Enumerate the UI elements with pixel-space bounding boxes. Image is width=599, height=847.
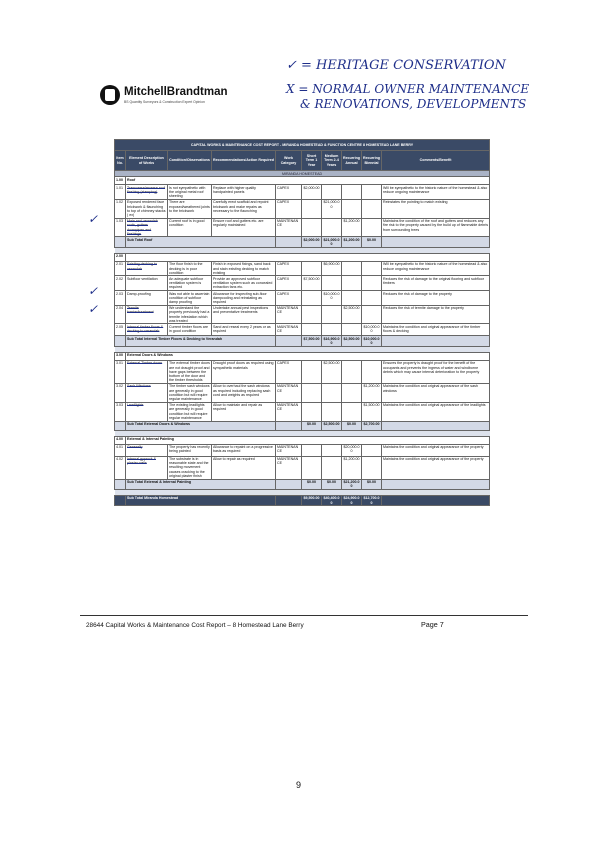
report-title: CAPITAL WORKS & MAINTENANCE COST REPORT - MIRANDA HOMESTEAD & FUNCTION CENTRE 8 HOMESTEAD LANE BERRY <box>115 140 490 151</box>
item-category: CAPEX <box>276 291 302 306</box>
item-number: 1.01 <box>115 185 126 200</box>
header-short: Short Term 1 Year <box>302 151 322 171</box>
item-condition: An adequate subfloor ventilation system is required <box>168 276 212 291</box>
item-condition: The existing leadlights are generally in good condition but will require regular maintenance <box>168 402 212 421</box>
item-category: CAPEX <box>276 199 302 218</box>
item-recurring-annual <box>342 383 362 402</box>
item-comment: Maintains the condition and original appearance of the leadlights <box>382 402 490 421</box>
item-recurring-biennial <box>362 218 382 237</box>
item-element: Damp-proofing <box>126 291 168 306</box>
subtotal-short: $7,500.00 <box>302 336 322 346</box>
item-comment: Will be sympathetic to the historic nature of the homestead & also reduce ongoing maintenance <box>382 261 490 276</box>
item-element: Main and verandah roofs, gutters downpipes and flashings <box>126 218 168 237</box>
item-element: Internal gyprock & plaster walls <box>126 456 168 479</box>
item-recurring-annual <box>342 276 362 291</box>
item-category: MAINTENANCE <box>276 305 302 324</box>
item-condition: The timber sash windows are generally in good condition but will require regular maintenance <box>169 384 210 402</box>
table-row <box>115 276 490 291</box>
item-medium-term <box>322 383 342 402</box>
item-short-term <box>302 305 322 324</box>
logo-tagline: BS Quantity Surveyors & Construction Expert Opinion <box>124 100 205 104</box>
item-recurring-biennial <box>362 305 382 324</box>
item-element: Exposed rendered face brickwork & flaunching to top of chimney stacks ( ex) <box>127 200 166 217</box>
item-number: 2.05 <box>115 324 126 336</box>
item-recurring-annual <box>342 261 362 276</box>
subtotal-short: $0.00 <box>302 479 322 489</box>
item-medium-term <box>322 185 342 200</box>
subtotal-label: Sub Total External Doors & Windows <box>126 421 276 430</box>
item-number: 3.02 <box>115 383 126 402</box>
item-number: 1.03 <box>115 218 126 237</box>
item-medium-term <box>322 402 342 421</box>
item-number: 4.01 <box>115 444 126 456</box>
item-category: CAPEX <box>276 276 302 291</box>
header-recommend: Recommendations/Action Required <box>212 151 276 171</box>
item-short-term <box>302 261 322 276</box>
header-element: Element Description of Works <box>126 151 168 171</box>
item-action: Replace with higher quality handpainted panels <box>212 185 276 200</box>
section-name: External Doors & Windows <box>126 352 490 360</box>
item-element: Transverse/reverse roof flashing (stamping) <box>126 185 168 200</box>
subtotal-label: Sub Total Roof <box>126 237 276 247</box>
item-element: Sash Windows <box>126 383 168 402</box>
item-action: Allow to repair as required <box>212 456 276 479</box>
item-recurring-biennial <box>362 199 382 218</box>
section-name <box>126 253 490 261</box>
subtotal-label: Sub Total External & Internal Painting <box>126 479 276 489</box>
item-condition: The property has recently being painted <box>168 444 212 456</box>
item-number: 2.01 <box>115 261 126 276</box>
annotation-legend-maintenance: X = NORMAL OWNER MAINTENANCE <box>286 82 530 96</box>
item-medium-term <box>322 324 342 336</box>
item-number: 1.02 <box>115 199 126 218</box>
item-category: MAINTENANCE <box>276 456 302 479</box>
table-row <box>115 444 490 456</box>
item-comment: Reduces the risk of damage to the original flooring and subfloor timbers <box>382 276 490 291</box>
subtotal-medium: $21,000.00 <box>323 237 340 247</box>
header-recurring: Recurring Annual <box>342 151 362 171</box>
item-element: Leadlights <box>126 402 168 421</box>
table-row <box>115 185 490 200</box>
item-recurring-biennial <box>362 456 382 479</box>
item-recurring-biennial: $10,000.00 <box>362 324 382 336</box>
item-comment: Maintains the condition and original appearance of the timber floors & decking <box>382 324 490 336</box>
item-condition: Was not able to ascertain condition of subfloor damp proofing <box>168 291 212 306</box>
item-recurring-annual <box>342 360 362 383</box>
footer-report-name: 28644 Capital Works & Maintenance Cost Report – 8 Homestead Lane Berry <box>86 622 304 629</box>
section-name: Roof <box>126 177 490 185</box>
annotation-legend-heritage: ✓ = HERITAGE CONSERVATION <box>286 58 506 73</box>
item-condition: We understand the property previously had a termite infestation which was treated <box>168 305 212 324</box>
subtotal-row <box>115 237 490 247</box>
header-item: Item No. <box>115 151 126 171</box>
check-mark-icon: ✓ <box>88 284 99 298</box>
item-comment: Ensures the property is draught proof for the benefit of the occupants and prevents the ingress of water and windborne debris which may cause internal deterioration to the property <box>382 360 490 383</box>
item-condition: There are exposed/weathered joints to the brickwork <box>168 199 212 218</box>
table-row <box>115 291 490 306</box>
item-short-term <box>302 199 322 218</box>
item-comment: Maintains the condition of the roof and gutters and reduces any fire risk to the property caused by the build up of flammable debris from surrounding trees <box>382 218 490 237</box>
item-action: Allowance to repaint on a progressive basis as required <box>212 444 276 456</box>
subtotal-biennial: $10,000.00 <box>363 336 380 346</box>
item-category: MAINTENANCE <box>276 402 302 421</box>
item-recurring-annual: $1,200.00 <box>342 456 362 479</box>
subtotal-short: $2,000.00 <box>302 237 322 247</box>
item-condition: The external timber doors are not draught proof and have gaps between the bottom of the door and the timber thresholds <box>169 361 210 383</box>
item-comment: Maintains the condition and original appearance of the sash windows <box>382 383 490 402</box>
item-action: Carefully erect scaffold and repoint brickwork and make repairs as necessary to the flaunching <box>212 199 276 218</box>
grand-total-short: $9,500.00 <box>302 495 322 505</box>
item-short-term <box>302 324 322 336</box>
page-number: 9 <box>296 780 302 790</box>
item-short-term: $7,500.00 <box>302 276 322 291</box>
item-category: MAINTENANCE <box>276 383 302 402</box>
subtotal-recurring: $2,500.00 <box>342 336 362 346</box>
item-medium-term: $6,900.00 <box>322 261 342 276</box>
section-number: 2.00 <box>115 253 126 261</box>
item-short-term: $2,000.00 <box>302 185 322 200</box>
subtotal-label: Sub Total Internal Timber Floors & Decking to Verandah <box>126 336 276 346</box>
item-action: Finish in exposed fixings, sand back and stain existing decking to match existing <box>212 261 276 276</box>
header-category: Work Category <box>276 151 302 171</box>
item-element: Subfloor ventilation <box>126 276 168 291</box>
table-row <box>115 261 490 276</box>
item-recurring-annual <box>342 324 362 336</box>
item-category: CAPEX <box>276 360 302 383</box>
item-condition: Is not sympathetic with the original metal roof sheeting <box>168 185 212 200</box>
item-medium-term <box>322 305 342 324</box>
subtotal-medium: $2,500.00 <box>322 421 342 430</box>
item-medium-term: $2,500.00 <box>322 360 342 383</box>
table-row <box>115 199 490 218</box>
item-category: MAINTENANCE <box>276 218 302 237</box>
item-recurring-annual <box>342 199 362 218</box>
logo-name: MitchellBrandtman <box>124 86 228 98</box>
header-recurring-biennial: Recurring Biennial <box>362 151 382 171</box>
item-short-term <box>302 444 322 456</box>
item-recurring-annual <box>342 185 362 200</box>
annotation-legend-renovations: & RENOVATIONS, DEVELOPMENTS <box>300 97 527 111</box>
item-action: Allow to overhaul the sash windows as required including replacing sash cord and weights as required <box>212 383 276 402</box>
item-short-term <box>302 360 322 383</box>
item-recurring-annual <box>342 402 362 421</box>
subtotal-row <box>115 421 490 430</box>
grand-total-biennial: $12,700.00 <box>363 496 380 505</box>
item-short-term <box>302 383 322 402</box>
section-number: 1.00 <box>115 177 126 185</box>
subtotal-recurring: $1,200.00 <box>342 237 362 247</box>
item-recurring-biennial: $1,200.00 <box>362 383 382 402</box>
table-row <box>115 218 490 237</box>
item-action: Draught proof doors as required using sympathetic materials <box>212 360 276 383</box>
grand-total-label: Sub Total Miranda Homestead <box>126 495 276 505</box>
item-category: MAINTENANCE <box>276 444 302 456</box>
item-comment: Maintains the condition and original appearance of the property <box>382 456 490 479</box>
item-short-term <box>302 402 322 421</box>
subtotal-medium: $16,900.00 <box>323 336 340 346</box>
item-recurring-annual <box>342 291 362 306</box>
item-comment: Reinstates the pointing to match existing <box>382 199 490 218</box>
subtotal-short: $0.00 <box>302 421 322 430</box>
item-action: Allowance for inspecting sub-floor dampcoding and reinstating as required <box>212 291 276 306</box>
item-number: 2.04 <box>115 305 126 324</box>
subtotal-recurring: $21,200.00 <box>343 480 360 489</box>
subtotal-biennial: $2,700.00 <box>362 421 382 430</box>
subtotal-row <box>115 479 490 489</box>
section-row <box>115 352 490 360</box>
item-medium-term: $10,000.00 <box>322 291 342 306</box>
report-title-row <box>115 140 490 151</box>
table-row <box>115 402 490 421</box>
item-action: Provide an approved subfloor ventilation system such as concealed extraction fans etc. <box>212 276 276 291</box>
item-recurring-annual: $2,500.00 <box>342 305 362 324</box>
header-medium: Medium Term 2-4 Years <box>322 151 342 171</box>
item-recurring-biennial: $1,500.00 <box>362 402 382 421</box>
item-number: 2.03 <box>115 291 126 306</box>
check-mark-icon: ✓ <box>88 302 99 316</box>
cost-report-table <box>114 139 490 506</box>
subtotal-medium: $0.00 <box>322 479 342 489</box>
item-comment: Reduces the risk of termite damage to the property <box>382 305 490 324</box>
item-recurring-biennial <box>362 360 382 383</box>
item-medium-term <box>322 276 342 291</box>
logo-mark-icon <box>100 85 120 105</box>
item-short-term <box>302 218 322 237</box>
section-row <box>115 253 490 261</box>
item-medium-term <box>322 444 342 456</box>
item-category: MAINTENANCE <box>276 324 302 336</box>
item-number: 4.02 <box>115 456 126 479</box>
check-mark-icon: ✓ <box>88 212 99 226</box>
item-number: 3.01 <box>115 360 126 383</box>
header-condition: Condition/Observations <box>168 151 212 171</box>
item-element: Internal timber floors & decking to verandah <box>126 324 168 336</box>
item-short-term <box>302 456 322 479</box>
item-medium-term <box>322 456 342 479</box>
item-medium-term <box>322 218 342 237</box>
grand-total-row <box>115 495 490 505</box>
item-category: CAPEX <box>276 185 302 200</box>
table-row <box>115 383 490 402</box>
section-row <box>115 177 490 185</box>
item-condition: The substrate is in reasonable state and the resulting movement causes cracking to the original plaster finish <box>168 456 212 479</box>
item-medium-term: $21,000.00 <box>322 199 342 218</box>
item-condition: The floor finish to the decking is in poor condition <box>168 261 212 276</box>
item-recurring-biennial <box>362 261 382 276</box>
table-row <box>115 305 490 324</box>
item-recurring-biennial <box>362 291 382 306</box>
section-number: 3.00 <box>115 352 126 360</box>
table-row <box>115 456 490 479</box>
item-element: Termite barrier/treatment <box>126 305 168 324</box>
subtotal-biennial: $0.00 <box>362 479 382 489</box>
item-condition: Current roof is in good condition <box>168 218 212 237</box>
item-recurring-biennial <box>362 276 382 291</box>
subtotal-recurring: $0.00 <box>342 421 362 430</box>
section-name: External & Internal Painting <box>126 436 490 444</box>
grand-total-medium: $40,400.00 <box>323 496 340 505</box>
item-comment: Maintains the condition and original appearance of the property <box>382 444 490 456</box>
footer-rule <box>80 615 528 616</box>
item-element: Existing decking to verandah <box>126 261 168 276</box>
table-row <box>115 324 490 336</box>
item-number: 2.02 <box>115 276 126 291</box>
item-recurring-biennial <box>362 185 382 200</box>
section-row <box>115 436 490 444</box>
item-action: Ensure roof and gutters etc. are regularly maintained <box>212 218 276 237</box>
item-action: Allow to maintain and repair as required <box>212 402 276 421</box>
item-element: Generally <box>126 444 168 456</box>
item-recurring-annual: $20,000.00 <box>342 444 362 456</box>
item-action: Sand and reseal every 2 years or as required <box>212 324 276 336</box>
item-recurring-annual: $1,200.00 <box>342 218 362 237</box>
section-number: 4.00 <box>115 436 126 444</box>
header-row <box>115 151 490 171</box>
subtotal-row <box>115 336 490 346</box>
item-action: Undertake annual pest inspections and preventative treatments <box>212 305 276 324</box>
footer-page-label: Page 7 <box>421 620 444 629</box>
item-element: External Timber doors <box>126 360 168 383</box>
table-row <box>115 360 490 383</box>
item-condition: Current timber floors are in good condition <box>168 324 212 336</box>
header-comments: Comments/Benefit <box>382 151 490 171</box>
item-comment: Reduces the risk of damage to the property <box>382 291 490 306</box>
item-number: 3.03 <box>115 402 126 421</box>
grand-total-recurring: $24,900.00 <box>343 496 360 505</box>
item-comment: Will be sympathetic to the historic nature of the homestead & also reduce ongoing maintenance <box>382 185 490 200</box>
item-recurring-biennial <box>362 444 382 456</box>
item-category: CAPEX <box>276 261 302 276</box>
band-label: MIRANDA HOMESTEAD <box>115 171 490 177</box>
item-short-term <box>302 291 322 306</box>
subtotal-biennial: $0.00 <box>362 237 382 247</box>
